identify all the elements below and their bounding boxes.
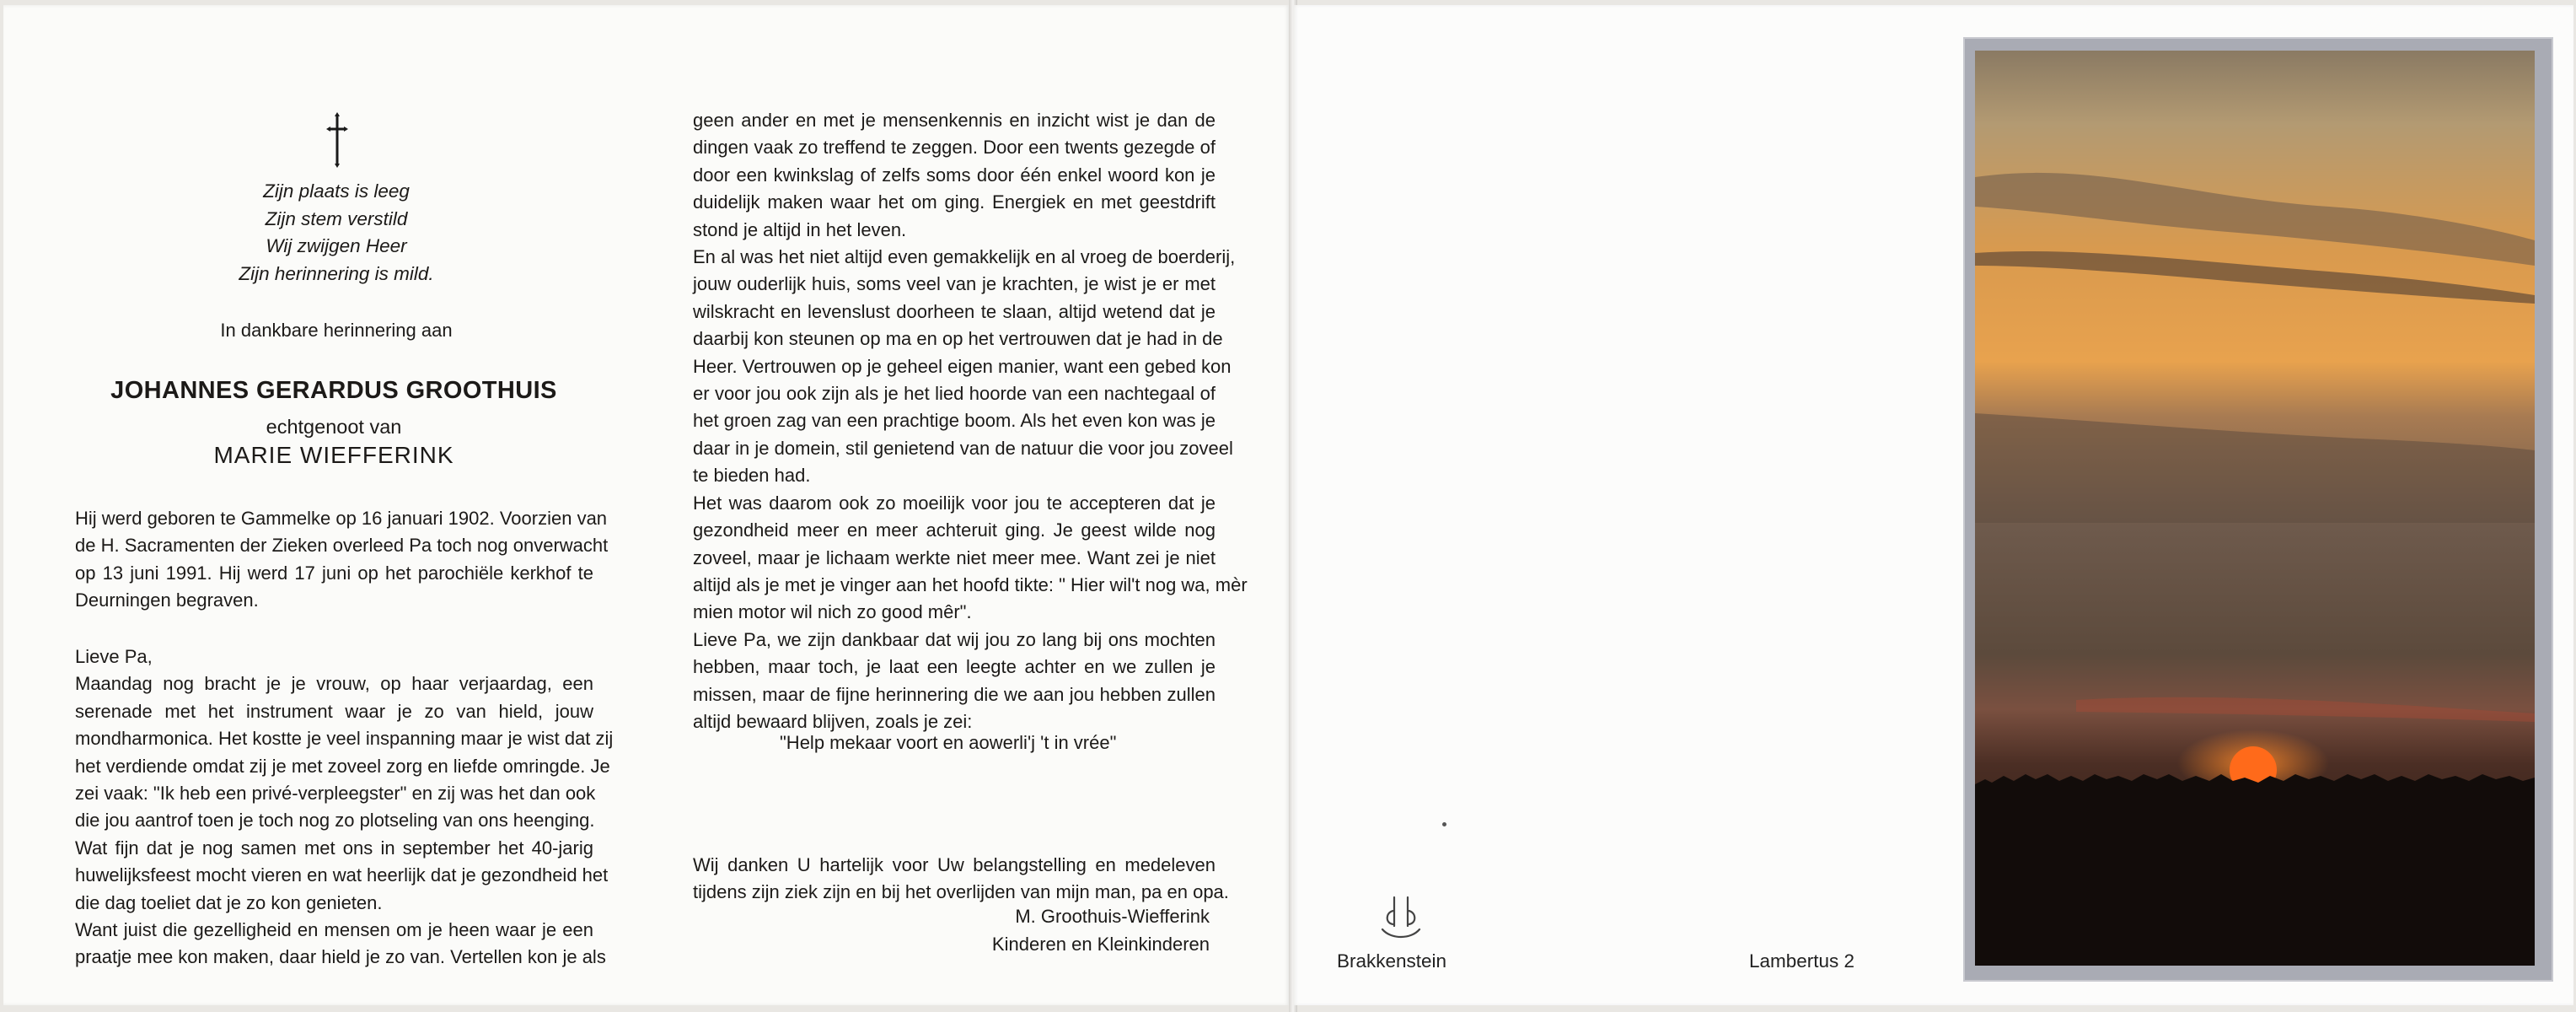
text-line: gezondheid meer en meer achteruit ging. Je geest wilde nog (693, 519, 1216, 541)
text-line: Lieve Pa, we zijn dankbaar dat wij jou zo lang bij ons mochten (693, 628, 1216, 650)
dialect-motto: "Help mekaar voort en aowerli'j 't in vrée" (780, 732, 1117, 753)
sunset-photo (1975, 51, 2535, 966)
signature-family: Kinderen en Kleinkinderen (991, 934, 1210, 955)
card-code: Lambertus 2 (1749, 950, 1855, 972)
text-line: hebben, maar toch, je laat een leegte achter en we zullen je (693, 656, 1216, 678)
outer-spread (1294, 5, 2573, 1005)
text-line: En al was het niet altijd even gemakkelijk en al vroeg de boerderij, (693, 246, 1236, 268)
brakkenstein-monogram-icon (1377, 892, 1425, 941)
text-line: het verdiende omdat zij je met zoveel zorg en liefde omringde. Je (75, 755, 610, 777)
text-line: huwelijksfeest mocht vieren en wat heerlijk dat je gezondheid het (75, 864, 609, 886)
publisher-name: Brakkenstein (1337, 950, 1447, 972)
thanks-note (693, 852, 1229, 907)
text-line: dingen vaak zo treffend te zeggen. Door een twents gezegde of (693, 137, 1216, 159)
poem-line: Wij zwijgen Heer (266, 235, 407, 256)
text-line: duidelijk maken waar het om ging. Energiek en met geestdrift (693, 191, 1216, 213)
text-line: te bieden had. (693, 465, 811, 487)
text-line: door een kwinkslag of zelfs soms door één enkel woord kon je (693, 164, 1216, 186)
text-line: Maandag nog bracht je je vrouw, op haar verjaardag, een (75, 673, 593, 695)
text-line: Want juist die gezelligheid en mensen om je heen waar je een (75, 919, 593, 941)
poem-line: Zijn plaats is leeg (263, 180, 410, 202)
text-line: tijdens zijn ziek zijn en bij het overlijden van mijn man, pa en opa. (693, 881, 1229, 903)
text-line: die jou aantrof toen je toch nog zo plotseling van ons heenging. (75, 810, 595, 832)
text-line: Het was daarom ook zo moeilijk voor jou te accepteren dat je (693, 492, 1216, 514)
text-line: wilskracht en levenslust doorheen te slaan, altijd wetend dat je (693, 300, 1216, 322)
memorial-poem (168, 178, 505, 288)
text-line: Hij werd geboren te Gammelke op 16 januari 1902. Voorzien van (75, 508, 608, 529)
poem-line: Zijn herinnering is mild. (239, 262, 434, 284)
letter-part-2 (693, 107, 1248, 735)
text-line: daar in je domein, stil genietend van de natuur die voor jou zoveel (693, 437, 1233, 459)
paper-speck (1442, 822, 1446, 826)
letter-part-1 (75, 643, 614, 972)
photo-frame (1963, 37, 2553, 982)
text-line: missen, maar de fijne herinnering die we aan jou hebben zullen (693, 683, 1216, 705)
text-line: Heer. Vertrouwen op je geheel eigen manier, want een gebed kon (693, 355, 1232, 377)
spouse-label: echtgenoot van (266, 416, 402, 438)
text-line: Deurningen begraven. (75, 589, 259, 611)
text-line: mien motor wil nich zo good mêr". (693, 601, 972, 623)
text-line: het groen zag van een prachtige boom. Als het even kon was je (693, 410, 1216, 432)
cross-icon (320, 110, 354, 170)
text-line: jouw ouderlijk huis, soms veel van je krachten, je wist je er met (693, 273, 1216, 295)
text-line: stond je altijd in het leven. (693, 218, 907, 240)
text-line: op 13 juni 1991. Hij werd 17 juni op het parochiële kerkhof te (75, 562, 593, 584)
text-line: altijd als je met je vinger aan het hoofd tikte: " Hier wil't nog wa, mèr (693, 573, 1248, 595)
text-line: Wat fijn dat je nog samen met ons in september het 40-jarig (75, 837, 593, 859)
text-line: praatje mee kon maken, daar hield je zo van. Vertellen kon je als (75, 946, 606, 968)
text-line: de H. Sacramenten der Zieken overleed Pa toch nog onverwacht (75, 535, 609, 557)
text-line: geen ander en met je mensenkennis en inzicht wist je dan de (693, 110, 1216, 131)
intro-line: In dankbare herinnering aan (220, 320, 453, 341)
text-line: altijd bewaard blijven, zoals je zei: (693, 710, 973, 732)
text-line: serenade met het instrument waar je zo van hield, jouw (75, 700, 593, 722)
text-line: zei vaak: "Ik heb een privé-verpleegster" en zij was het dan ook (75, 783, 596, 805)
text-line: er voor jou ook zijn als je het lied hoorde van een nachtegaal of (693, 383, 1216, 405)
biography (75, 505, 609, 615)
spouse-name: MARIE WIEFFERINK (213, 442, 454, 468)
deceased-name: JOHANNES GERARDUS GROOTHUIS (110, 377, 557, 404)
text-line: Lieve Pa, (75, 646, 153, 667)
text-line: zoveel, maar je lichaam werkte niet meer mee. Want zei je niet (693, 546, 1216, 568)
text-line: mondharmonica. Het kostte je veel inspanning maar je wist dat zij (75, 728, 614, 750)
poem-line: Zijn stem verstild (265, 207, 408, 229)
text-line: die dag toeliet dat je zo kon genieten. (75, 891, 383, 913)
text-line: daarbij kon steunen op ma en op het vertrouwen dat je had in de (693, 328, 1223, 350)
inner-spread (3, 5, 1289, 1005)
text-line: Wij danken U hartelijk voor Uw belangstelling en medeleven (693, 854, 1216, 875)
signature-widow: M. Groothuis-Wiefferink (1015, 906, 1210, 927)
